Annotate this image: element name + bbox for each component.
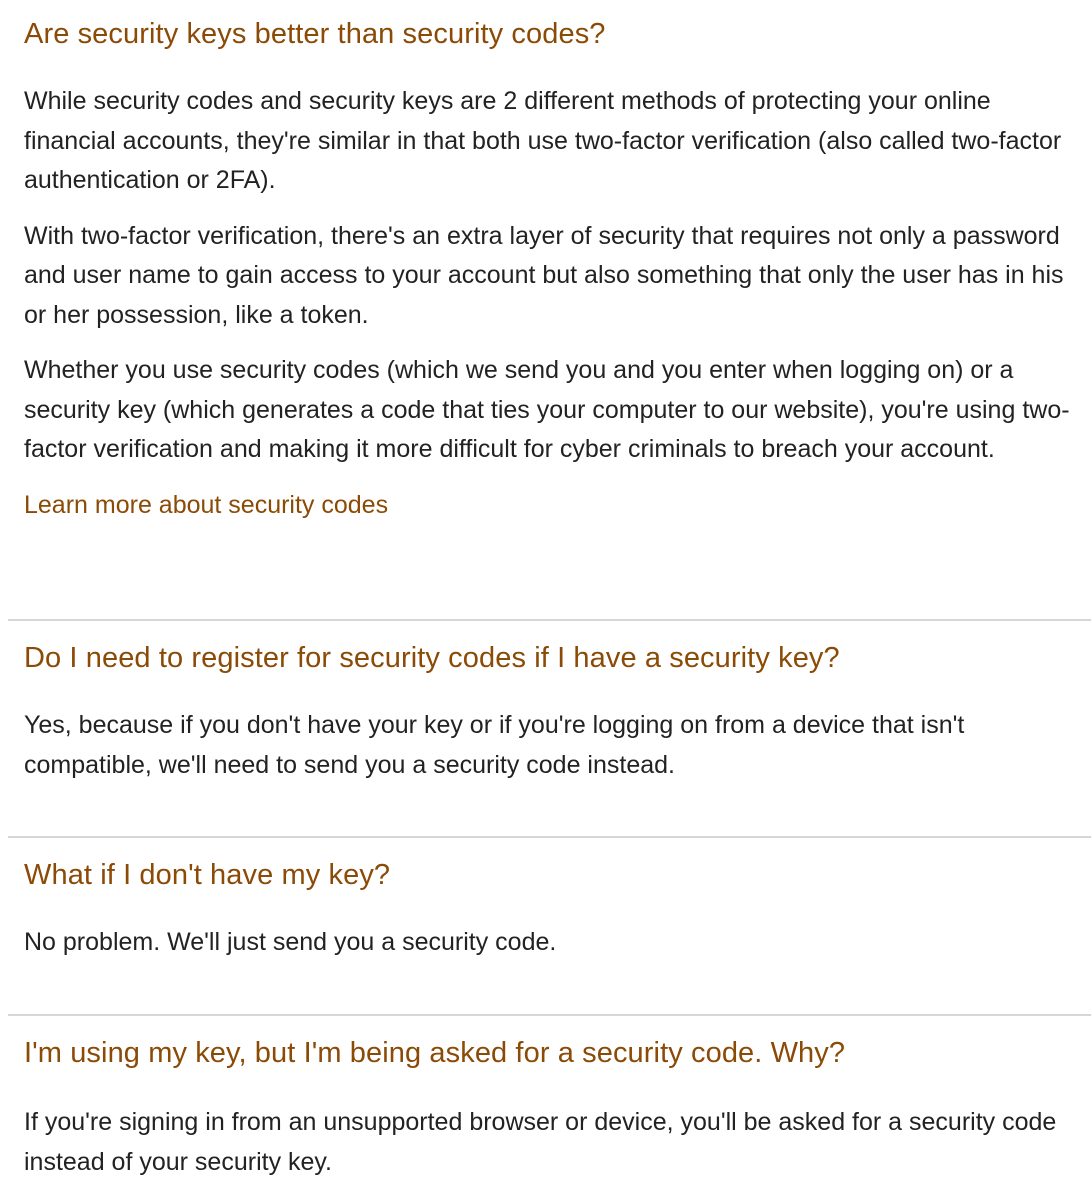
section-divider [8, 1014, 1091, 1016]
faq-question: I'm using my key, but I'm being asked for a security code. Why? [24, 1037, 846, 1069]
faq-question: What if I don't have my key? [24, 859, 391, 891]
learn-more-security-codes-link[interactable]: Learn more about security codes [24, 490, 389, 519]
faq-question: Do I need to register for security codes if I have a security key? [24, 642, 840, 674]
faq-item-security-keys-vs-codes [24, 16, 1079, 525]
faq-question: Are security keys better than security codes? [24, 18, 606, 50]
section-divider [8, 619, 1091, 621]
faq-item-register-security-codes [24, 640, 1079, 785]
faq-item-asked-for-code [24, 1035, 1079, 1182]
faq-answer-paragraph: Whether you use security codes (which we send you and you enter when logging on) or a security key (which generates a code that ties your computer to our website), you're using two-factor verification and making it more difficult for cyber criminals to breach your account. [24, 356, 1070, 463]
faq-answer-paragraph: While security codes and security keys are 2 different methods of protecting your online financial accounts, they're similar in that both use two-factor verification (also called two-factor authentication or 2FA). [24, 87, 1062, 194]
faq-answer-paragraph: Yes, because if you don't have your key or if you're logging on from a device that isn't compatible, we'll need to send you a security code instead. [24, 711, 965, 779]
section-divider [8, 836, 1091, 838]
faq-answer-paragraph: With two-factor verification, there's an extra layer of security that requires not only a password and user name to gain access to your account but also something that only the user has in his or her possession, like a token. [24, 221, 1064, 329]
faq-answer-paragraph: No problem. We'll just send you a security code. [24, 928, 557, 956]
faq-item-no-key [24, 857, 1079, 963]
faq-answer-paragraph: If you're signing in from an unsupported browser or device, you'll be asked for a security code instead of your security key. [24, 1108, 1057, 1176]
